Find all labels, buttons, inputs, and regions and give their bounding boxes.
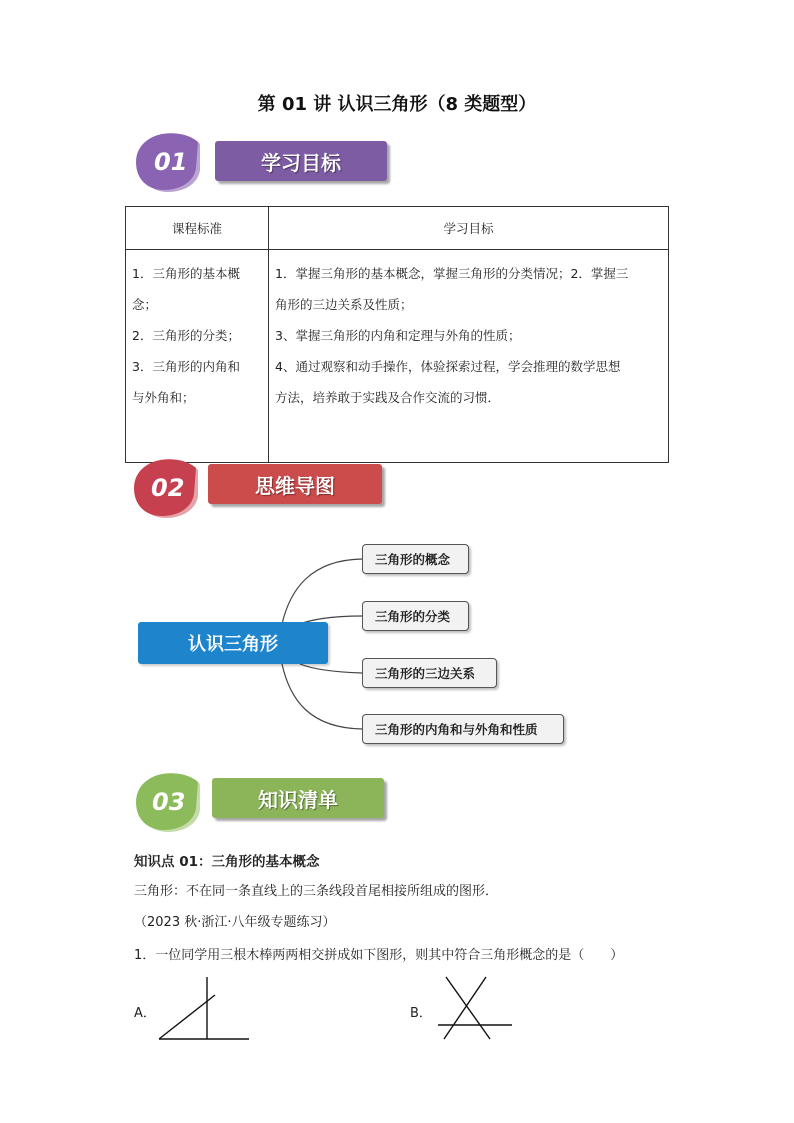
mindmap-branch-angles: 三角形的内角和与外角和性质 (362, 714, 564, 744)
section-03-label: 知识清单 (258, 787, 338, 812)
section-02-number: 02 (151, 474, 185, 502)
goals-header-objectives: 学习目标 (269, 207, 669, 250)
option-a-label: A． (134, 1006, 156, 1021)
standard-line: 2．三角形的分类； (132, 328, 240, 343)
section-01-label: 学习目标 (261, 150, 341, 175)
exercise-source: （2023 秋·浙江·八年级专题练习） (134, 915, 336, 930)
standard-line: 1．三角形的基本概 (132, 266, 240, 281)
objective-line: 1．掌握三角形的基本概念，掌握三角形的分类情况；2．掌握三 (275, 266, 629, 281)
standard-line: 与外角和； (132, 390, 195, 405)
option-b-label: B． (410, 1006, 432, 1021)
section-01-number: 01 (154, 148, 188, 176)
knowledge-point-title: 知识点 01：三角形的基本概念 (134, 854, 320, 870)
standard-line: 念； (132, 297, 158, 312)
section-03-number: 03 (152, 788, 186, 816)
objective-line: 3、掌握三角形的内角和定理与外角的性质； (275, 328, 521, 343)
section-02-label: 思维导图 (255, 473, 335, 498)
option-b-figure (432, 975, 516, 1045)
option-a-figure (155, 975, 255, 1045)
mindmap-root (138, 622, 328, 664)
standard-line: 3．三角形的内角和 (132, 359, 240, 374)
goals-header-standard: 课程标准 (126, 207, 269, 250)
question-1: 1．一位同学用三根木棒两两相交拼成如下图形，则其中符合三角形概念的是（ ） (134, 948, 624, 963)
mindmap-branch-concept: 三角形的概念 (362, 544, 469, 574)
page-title: 第 01 讲 认识三角形（8 类题型） (257, 94, 537, 115)
mindmap-branch-classification: 三角形的分类 (362, 601, 469, 631)
triangle-definition: 三角形：不在同一条直线上的三条线段首尾相接所组成的图形． (134, 884, 499, 899)
mindmap-branch-sides: 三角形的三边关系 (362, 658, 497, 688)
section-03-banner (212, 778, 384, 818)
objective-line: 角形的三边关系及性质； (275, 297, 413, 312)
objective-line: 4、通过观察和动手操作，体验探索过程，学会推理的数学思想 (275, 359, 621, 374)
mindmap-root-label: 认识三角形 (188, 634, 278, 655)
objective-line: 方法，培养敢于实践及合作交流的习惯． (275, 390, 501, 405)
